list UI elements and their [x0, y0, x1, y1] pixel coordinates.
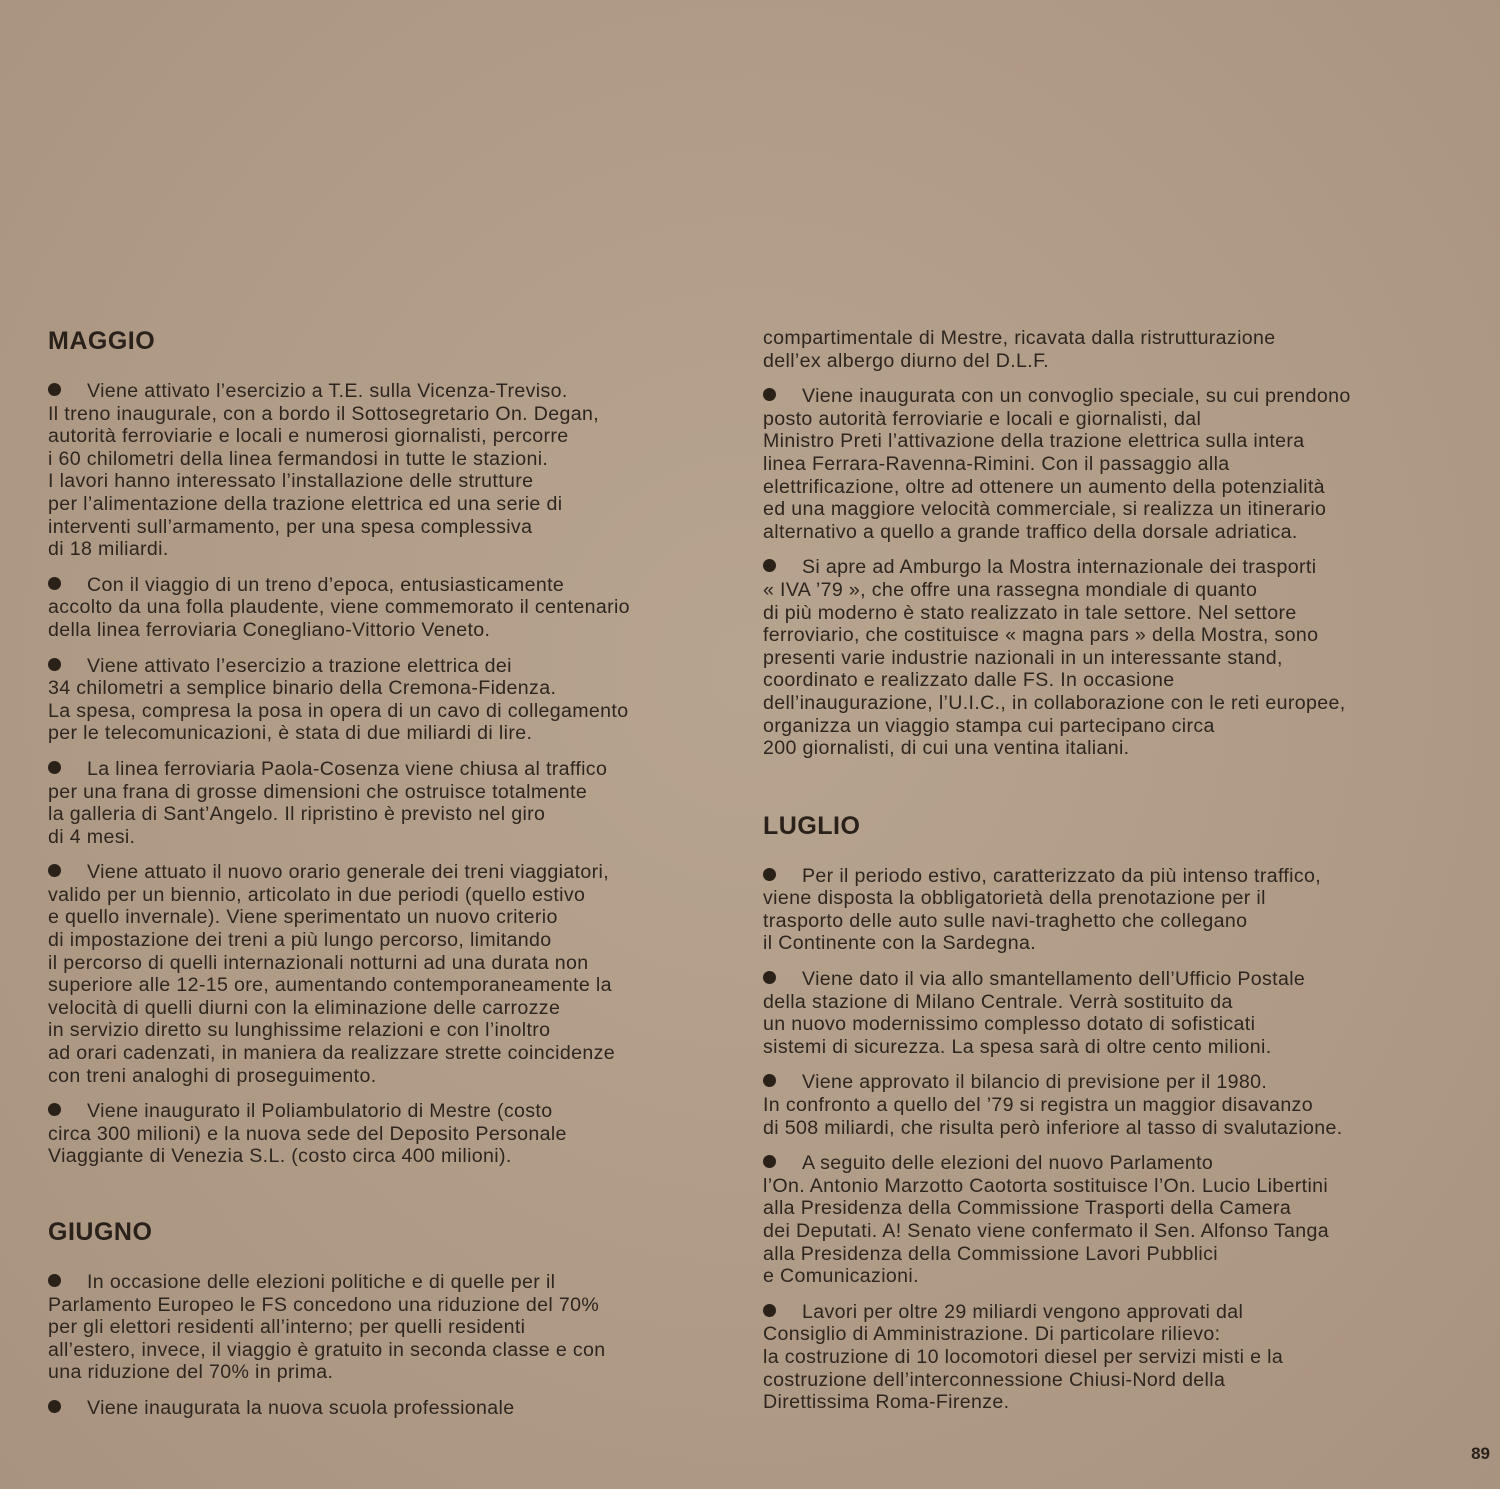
entry-text: Viene inaugurato il Poliambulatorio di Mestre (costo circa 300 milioni) e la nuova sede del Deposito Personale Viaggiante di Venezia S.L. (costo circa 400 milioni).: [48, 1100, 567, 1168]
entry-maggio-6: [48, 1100, 713, 1168]
entry-text: Viene attivato l’esercizio a T.E. sulla Vicenza-Treviso. Il treno inaugurale, con a bordo il Sottosegretario On. Degan, autorità ferroviarie e locali e numerosi giornalisti, percorre i 60 chilometri della linea fermandosi in tutte le stazioni. I lavori hanno interessato l’installazione delle strutture per l’alimentazione della trazione elettrica ed una serie di interventi sull’armamento, per una spesa complessiva di 18 miliardi.: [48, 380, 600, 561]
entry-text: Viene inaugurata con un convoglio speciale, su cui prendono posto autorità ferroviarie e locali e giornalisti, dal Ministro Preti l’attivazione della trazione elettrica sulla intera linea Ferrara-Ravenna-Rimini. Con il passaggio alla elettrificazione, oltre ad ottenere un aumento della potenzialità ed una maggiore velocità commerciale, si realizza un itinerario alternativo a quello a grande traffico della dorsale adriatica.: [763, 385, 1351, 543]
section-title-luglio: LUGLIO: [763, 811, 861, 840]
bullet-icon: [48, 577, 61, 590]
entry-text: La linea ferroviaria Paola-Cosenza viene chiusa al traffico per una frana di grosse dimensioni che ostruisce totalmente la galleria di Sant’Angelo. Il ripristino è previsto nel giro di 4 mesi.: [48, 757, 608, 848]
right-column: [763, 327, 1433, 1427]
bullet-icon: [763, 971, 776, 984]
entry-text: Viene attivato l’esercizio a trazione elettrica dei 34 chilometri a semplice binario della Cremona-Fidenza. La spesa, compresa la posa in opera di un cavo di collegamento per le telecomunicazioni, è stata di due miliardi di lire.: [48, 654, 629, 745]
page-number: 89: [1471, 1444, 1490, 1463]
entry-luglio-4: [763, 1152, 1433, 1288]
luglio-entries: [763, 865, 1433, 1414]
bullet-icon: [763, 1074, 776, 1087]
section-title-giugno: GIUGNO: [48, 1218, 153, 1246]
entry-continuation: compartimentale di Mestre, ricavata dalla ristrutturazione dell’ex albergo diurno del D.L.F.: [763, 327, 1276, 372]
entry-maggio-5: [48, 861, 713, 1087]
entry-text: Viene inaugurata la nuova scuola professionale: [87, 1396, 515, 1419]
bullet-icon: [48, 1103, 61, 1116]
entry-text: In occasione delle elezioni politiche e di quelle per il Parlamento Europeo le FS concedono una riduzione del 70% per gli elettori residenti all’interno; per quelli residenti all’estero, invece, il viaggio è gratuito in seconda classe e con una riduzione del 70% in prima.: [48, 1271, 606, 1384]
bullet-icon: [48, 1274, 61, 1287]
entry-maggio-4: [48, 758, 713, 848]
entry-giugno-1: [48, 1271, 713, 1384]
entry-text: Si apre ad Amburgo la Mostra internazionale dei trasporti « IVA ’79 », che offre una rassegna mondiale di quanto di più moderno è stato realizzato in tale settore. Nel settore ferroviario, che costituisce « magna pars » della Mostra, sono presenti varie industrie nazionali in un interessante stand, coordinato e realizzato dalle FS. In occasione dell’inaugurazione, l’U.I.C., in collaborazione con le reti europee, organizza un viaggio stampa cui partecipano circa 200 giornalisti, di cui una ventina italiani.: [763, 556, 1346, 760]
entry-luglio-3: [763, 1071, 1433, 1139]
bullet-icon: [48, 383, 61, 396]
section-title-maggio: MAGGIO: [48, 327, 156, 355]
entry-maggio-2: [48, 574, 713, 642]
entry-maggio-3: [48, 655, 713, 745]
entry-text: Lavori per oltre 29 miliardi vengono approvati dal Consiglio di Amministrazione. Di particolare rilievo: la costruzione di 10 locomotori diesel per servizi misti e la costruzione dell’interconnessione Chiusi-Nord della Direttissima Roma-Firenze.: [763, 1300, 1284, 1414]
bullet-icon: [48, 761, 61, 774]
bullet-icon: [763, 1155, 776, 1168]
entry-text: Viene dato il via allo smantellamento dell’Ufficio Postale della stazione di Milano Centrale. Verrà sostituito da un nuovo modernissimo complesso dotato di sofisticati sistemi di sicurezza. La spesa sarà di oltre cento milioni.: [763, 968, 1306, 1058]
giugno-entries: [48, 1271, 713, 1420]
bullet-icon: [763, 388, 776, 401]
entry-text: Viene approvato il bilancio di previsione per il 1980. In confronto a quello del ’79 si registra un maggior disavanzo di 508 miliardi, che risulta però inferiore al tasso di svalutazione.: [763, 1071, 1343, 1139]
entry-text: Con il viaggio di un treno d’epoca, entusiasticamente accolto da una folla plaudente, viene commemorato il centenario della linea ferroviaria Conegliano-Vittorio Veneto.: [48, 573, 630, 641]
entry-text: Per il periodo estivo, caratterizzato da più intenso traffico, viene disposta la obbligatorietà della prenotazione per il trasporto delle auto sulle navi-traghetto che collegano il Continente con la Sardegna.: [763, 864, 1322, 955]
bullet-icon: [48, 658, 61, 671]
entry-giugno-3: [763, 385, 1433, 543]
entry-giugno-4: [763, 556, 1433, 759]
bullet-icon: [763, 868, 776, 881]
bullet-icon: [48, 864, 61, 877]
bullet-icon: [763, 1304, 776, 1317]
entry-text: A seguito delle elezioni del nuovo Parlamento l’On. Antonio Marzotto Caotorta sostituisce l’On. Lucio Libertini alla Presidenza della Commissione Trasporti della Camera dei Deputati. A! Senato viene confermato il Sen. Alfonso Tanga alla Presidenza della Commissione Lavori Pubblici e Comunicazioni.: [763, 1152, 1329, 1288]
bullet-icon: [763, 559, 776, 572]
left-column: [48, 327, 713, 1433]
entry-giugno-2: [48, 1397, 713, 1420]
entry-luglio-2: [763, 968, 1433, 1058]
bullet-icon: [48, 1400, 61, 1413]
entry-luglio-1: [763, 865, 1433, 955]
entry-luglio-5: [763, 1301, 1433, 1414]
maggio-entries: [48, 380, 713, 1168]
entry-maggio-1: [48, 380, 713, 561]
entry-text: Viene attuato il nuovo orario generale dei treni viaggiatori, valido per un biennio, articolato in due periodi (quello estivo e quello invernale). Viene sperimentato un nuovo criterio di impostazione dei treni a più lungo percorso, limitando il percorso di quelli internazionali notturni ad una durata non superiore alle 12-15 ore, aumentando contemporaneamente la velocità di quelli diurni con la eliminazione delle carrozze in servizio diretto su lunghissime relazioni e con l’inoltro ad orari cadenzati, in maniera da realizzare strette coincidenze con treni analoghi di proseguimento.: [48, 861, 615, 1087]
